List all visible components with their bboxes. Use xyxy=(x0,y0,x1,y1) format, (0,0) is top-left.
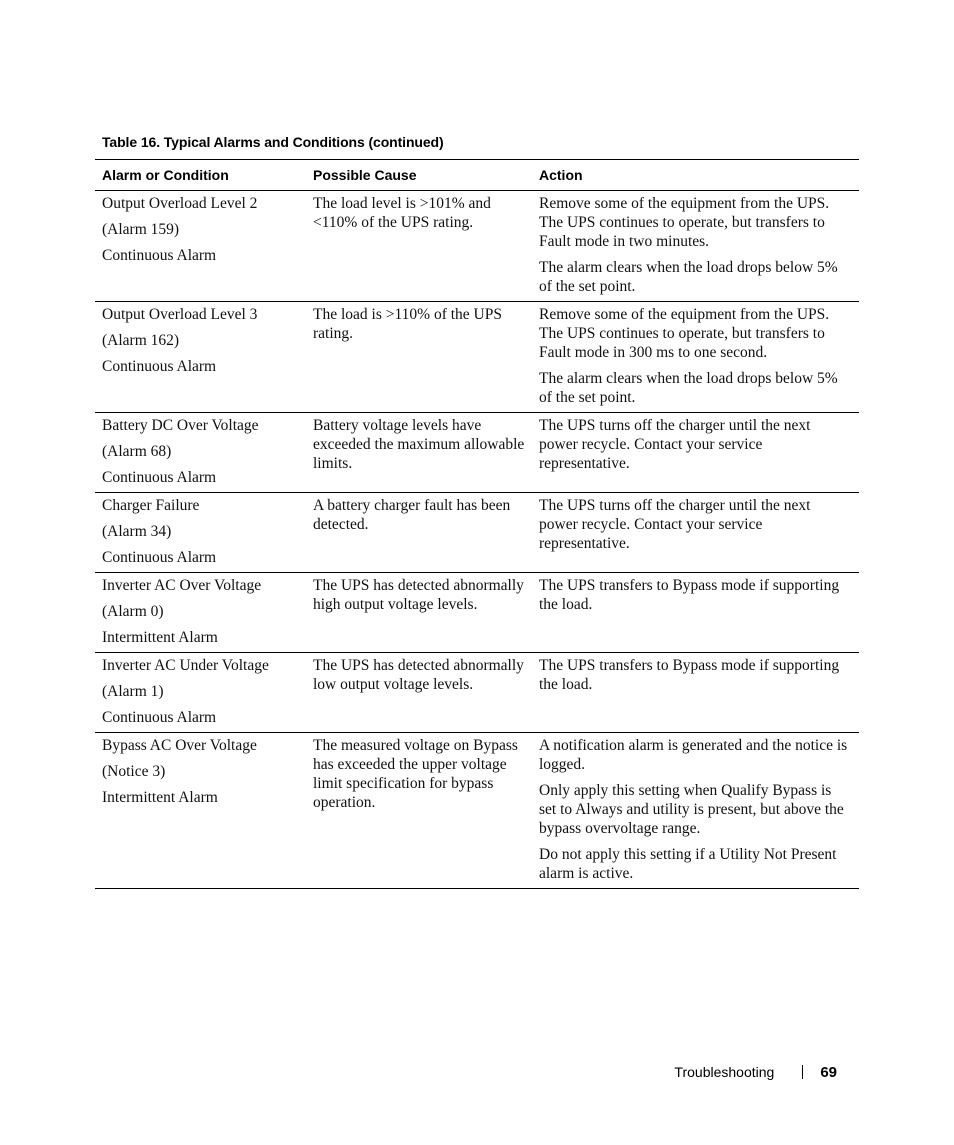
condition-type: Intermittent Alarm xyxy=(102,629,218,646)
alarms-table xyxy=(95,159,859,889)
action-paragraph: A notification alarm is generated and the notice is logged. xyxy=(539,737,848,773)
condition-name: Battery DC Over Voltage xyxy=(102,417,259,434)
action-cell xyxy=(533,493,859,573)
header-possible-cause: Possible Cause xyxy=(306,160,533,191)
condition-name: Charger Failure xyxy=(102,497,200,514)
cause-cell: The measured voltage on Bypass has exceeded the upper voltage limit specification for bypass operation. xyxy=(306,733,533,889)
condition-cell xyxy=(95,653,306,733)
cause-cell: The load is >110% of the UPS rating. xyxy=(306,302,533,413)
action-cell xyxy=(533,191,859,302)
header-action: Action xyxy=(533,160,859,191)
cause-cell: The UPS has detected abnormally low output voltage levels. xyxy=(306,653,533,733)
condition-code: (Notice 3) xyxy=(102,763,166,780)
action-paragraph: The UPS turns off the charger until the next power recycle. Contact your service representative. xyxy=(539,497,811,552)
condition-code: (Alarm 159) xyxy=(102,221,180,238)
condition-code: (Alarm 34) xyxy=(102,523,172,540)
table-row xyxy=(95,493,859,573)
condition-code: (Alarm 68) xyxy=(102,443,172,460)
action-cell xyxy=(533,302,859,413)
table-row xyxy=(95,413,859,493)
action-paragraph: Only apply this setting when Qualify Bypass is set to Always and utility is present, but above the bypass overvoltage range. xyxy=(539,782,844,837)
condition-cell xyxy=(95,573,306,653)
condition-cell xyxy=(95,191,306,302)
header-alarm-or-condition: Alarm or Condition xyxy=(95,160,306,191)
cause-cell: A battery charger fault has been detected. xyxy=(306,493,533,573)
condition-cell xyxy=(95,733,306,889)
condition-code: (Alarm 162) xyxy=(102,332,180,349)
condition-cell xyxy=(95,413,306,493)
cause-cell: The UPS has detected abnormally high output voltage levels. xyxy=(306,573,533,653)
action-paragraph: Remove some of the equipment from the UPS. The UPS continues to operate, but transfers to Fault mode in 300 ms to one second. xyxy=(539,306,830,361)
condition-cell xyxy=(95,493,306,573)
table-row xyxy=(95,733,859,889)
action-paragraph: The alarm clears when the load drops below 5% of the set point. xyxy=(539,370,838,406)
condition-name: Inverter AC Under Voltage xyxy=(102,657,269,674)
action-cell xyxy=(533,653,859,733)
condition-type: Continuous Alarm xyxy=(102,469,217,486)
condition-cell xyxy=(95,302,306,413)
action-cell xyxy=(533,573,859,653)
condition-name: Bypass AC Over Voltage xyxy=(102,737,257,754)
action-paragraph: The UPS turns off the charger until the next power recycle. Contact your service representative. xyxy=(539,417,811,472)
table-row xyxy=(95,653,859,733)
condition-name: Inverter AC Over Voltage xyxy=(102,577,262,594)
action-paragraph: The UPS transfers to Bypass mode if supporting the load. xyxy=(539,577,840,613)
table-row xyxy=(95,573,859,653)
condition-code: (Alarm 1) xyxy=(102,683,164,700)
table-caption: Table 16. Typical Alarms and Conditions (continued) xyxy=(102,134,444,150)
page-footer xyxy=(674,1063,837,1081)
table-header-row xyxy=(95,160,859,191)
condition-type: Continuous Alarm xyxy=(102,549,217,566)
condition-type: Intermittent Alarm xyxy=(102,789,218,806)
condition-type: Continuous Alarm xyxy=(102,358,217,375)
page-number: 69 xyxy=(820,1064,837,1081)
action-paragraph: The UPS transfers to Bypass mode if supporting the load. xyxy=(539,657,840,693)
condition-code: (Alarm 0) xyxy=(102,603,164,620)
table-row xyxy=(95,191,859,302)
table-row xyxy=(95,302,859,413)
condition-name: Output Overload Level 2 xyxy=(102,195,258,212)
action-cell xyxy=(533,733,859,889)
action-paragraph: Remove some of the equipment from the UPS. The UPS continues to operate, but transfers to Fault mode in two minutes. xyxy=(539,195,830,250)
footer-divider xyxy=(802,1065,803,1079)
condition-type: Continuous Alarm xyxy=(102,247,217,264)
condition-name: Output Overload Level 3 xyxy=(102,306,258,323)
action-cell xyxy=(533,413,859,493)
cause-cell: The load level is >101% and <110% of the UPS rating. xyxy=(306,191,533,302)
condition-type: Continuous Alarm xyxy=(102,709,217,726)
action-paragraph: Do not apply this setting if a Utility Not Present alarm is active. xyxy=(539,846,837,882)
footer-section-title: Troubleshooting xyxy=(674,1064,775,1080)
action-paragraph: The alarm clears when the load drops below 5% of the set point. xyxy=(539,259,838,295)
cause-cell: Battery voltage levels have exceeded the maximum allowable limits. xyxy=(306,413,533,493)
